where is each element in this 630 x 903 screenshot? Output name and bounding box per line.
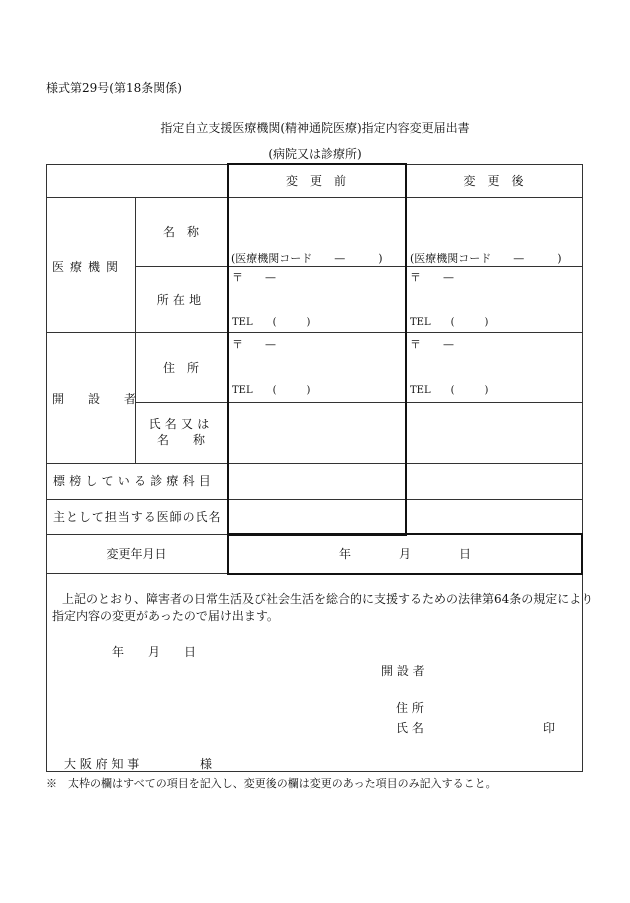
before-address-tel[interactable]: TEL ( ) [232,385,311,396]
after-address-tel[interactable]: TEL ( ) [410,385,489,396]
form-title: 指定自立支援医療機関(精神通院医療)指定内容変更届出書 [160,121,470,135]
addressee-honorific: 様 [200,757,213,771]
footnote: ※ 太枠の欄はすべての項目を記入し、変更後の欄は変更のあった項目のみ記入すること。 [46,777,497,790]
after-departments-field[interactable] [407,465,581,498]
declaration-body-line1: 上記のとおり、障害者の日常生活及び社会生活を総合的に支援するための法律第64条の規定により [62,592,594,606]
seal-mark: 印 [543,721,556,735]
row-label-founder: 開 設 者 [52,392,143,406]
after-address-postal[interactable]: 〒 — [410,338,454,351]
after-doctor-field[interactable] [407,501,581,533]
founder-label: 開 設 者 [381,664,425,678]
row-label-departments: 標榜している診療科目 [53,474,216,488]
row-label-medical-institution: 医療機関 [52,260,125,274]
before-doctor-field[interactable] [229,501,404,533]
row-label-name-or-title-1: 氏名又は [148,417,214,431]
row-label-doctor: 主として担当する医師の氏名 [53,510,222,524]
before-location-tel[interactable]: TEL ( ) [232,317,311,328]
declaration-body-line2: 指定内容の変更があったので届け出ます。 [52,609,279,623]
column-header-after: 変 更 後 [463,174,524,188]
after-institution-code[interactable]: (医療機関コード — ) [410,252,562,265]
row-label-change-date: 変更年月日 [106,547,167,561]
form-subtitle: (病院又は診療所) [268,147,362,161]
before-name-field[interactable] [229,199,404,246]
column-header-before: 変 更 前 [285,174,346,188]
after-location-postal[interactable]: 〒 — [410,271,454,284]
after-founder-name-field[interactable] [407,404,581,462]
row-label-name-or-title-2: 名 称 [156,433,205,447]
addressee: 大 阪 府 知 事 [64,757,140,771]
before-location-postal[interactable]: 〒 — [232,271,276,284]
row-label-name: 名 称 [162,225,199,239]
founder-name-label: 氏 名 [396,721,424,735]
after-name-field[interactable] [407,199,581,246]
before-institution-code[interactable]: (医療機関コード — ) [231,252,383,265]
row-label-location: 所在地 [156,293,206,307]
founder-address-label: 住 所 [396,701,424,715]
declaration-date[interactable]: 年 月 日 [112,645,197,659]
row-label-address: 住 所 [162,361,199,375]
change-date-field[interactable]: 年 月 日 [338,547,471,561]
form-number: 様式第29号(第18条関係) [46,81,182,95]
before-founder-name-field[interactable] [229,404,404,462]
after-location-tel[interactable]: TEL ( ) [410,317,489,328]
before-address-postal[interactable]: 〒 — [232,338,276,351]
before-departments-field[interactable] [229,465,404,498]
